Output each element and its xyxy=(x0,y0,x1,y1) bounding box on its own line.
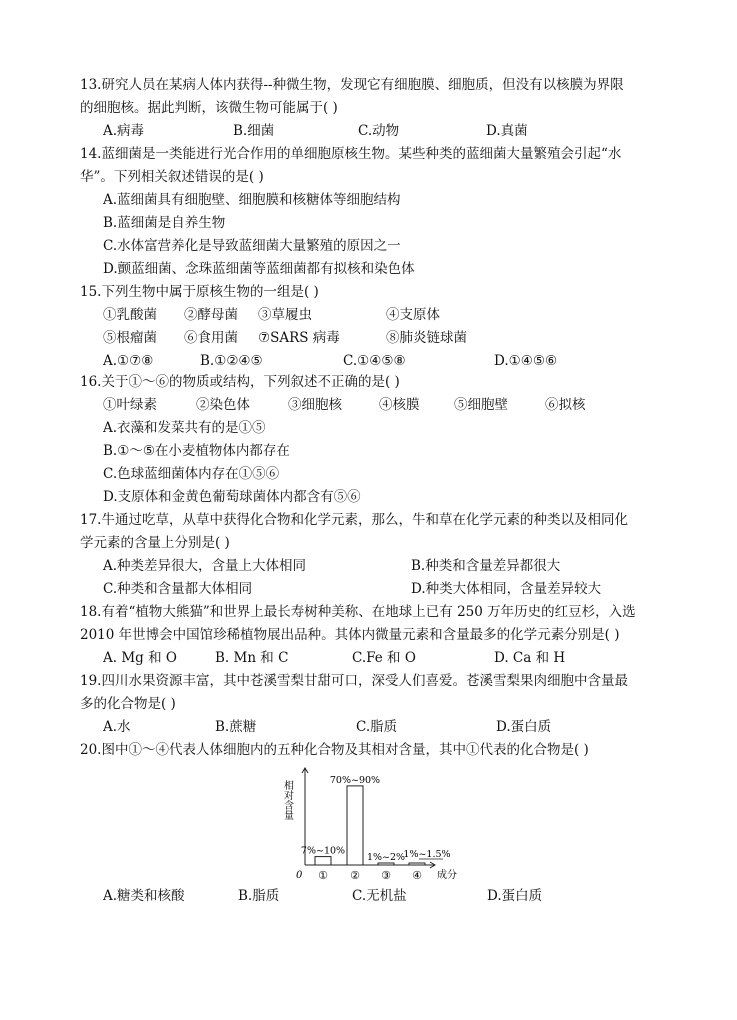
q15-item-5: ⑤根瘤菌 xyxy=(103,330,157,346)
q16-option-c: C.色球蓝细菌体内存在①⑤⑥ xyxy=(103,466,280,482)
q20-option-d: D.蛋白质 xyxy=(487,888,543,904)
q16-option-d: D.支原体和金黄色葡萄球菌体内都含有⑤⑥ xyxy=(103,489,361,505)
q15-item-2: ②酵母菌 xyxy=(184,307,238,323)
q18-stem-line2: 2010 年世博会中国馆珍稀植物展出品种。其体内微量元素和含量最多的化学元素分别是( ) xyxy=(80,627,620,643)
q14-option-d: D.颤蓝细菌、念珠蓝细菌等蓝细菌都有拟核和染色体 xyxy=(103,261,415,277)
q16-item-6: ⑥拟核 xyxy=(545,397,586,413)
q18-option-d: D. Ca 和 H xyxy=(494,650,566,666)
q16-item-2: ②染色体 xyxy=(196,397,250,413)
q19-option-d: D.蛋白质 xyxy=(496,719,552,735)
bar-4 xyxy=(409,863,425,865)
q20-option-c: C.无机盐 xyxy=(352,888,407,904)
chart-labels xyxy=(282,775,458,882)
q16-stem: 16.关于①～⑥的物质或结构，下列叙述不正确的是( ) xyxy=(80,374,400,390)
data-label-2: 70%~90% xyxy=(329,774,381,786)
y-axis-label: 相对含量 xyxy=(281,780,293,820)
category-label-4: ④ xyxy=(412,869,422,882)
data-label-4: 1%~1.5% xyxy=(403,849,451,860)
q17-stem-line1: 17.牛通过吃草，从草中获得化合物和化学元素，那么，牛和草在化学元素的种类以及相同化 xyxy=(80,512,628,528)
q19-option-a: A.水 xyxy=(103,719,131,735)
q13-option-c: C.动物 xyxy=(358,123,400,139)
category-label-1: ① xyxy=(318,869,328,882)
q14-option-c: C.水体富营养化是导致蓝细菌大量繁殖的原因之一 xyxy=(103,238,401,254)
data-label-3: 1%~2% xyxy=(366,852,406,863)
category-label-3: ③ xyxy=(381,869,391,882)
q15-item-7: ⑦SARS 病毒 xyxy=(258,330,340,346)
bar-3 xyxy=(378,863,394,865)
category-label-2: ② xyxy=(350,869,360,882)
q15-option-b: B.①②④⑤ xyxy=(200,353,263,369)
q19-option-c: C.脂质 xyxy=(356,719,398,735)
q14-option-b: B.蓝细菌是自养生物 xyxy=(103,215,226,231)
q15-item-1: ①乳酸菌 xyxy=(103,307,157,323)
bar-1 xyxy=(315,857,331,865)
q13-option-a: A.病毒 xyxy=(103,123,145,139)
data-label-1: 7%~10% xyxy=(300,845,346,857)
q16-option-a: A.衣藻和发菜共有的是①⑤ xyxy=(103,420,266,436)
q17-stem-line2: 学元素的含量上分别是( ) xyxy=(80,535,230,551)
q19-option-b: B.蔗糖 xyxy=(215,719,257,735)
q14-option-a: A.蓝细菌具有细胞壁、细胞膜和核糖体等细胞结构 xyxy=(103,192,401,208)
q20-option-b: B.脂质 xyxy=(238,888,280,904)
q13-stem-line2: 的细胞核。据此判断，该微生物可能属于( ) xyxy=(80,100,338,116)
q15-item-4: ④支原体 xyxy=(386,307,440,323)
origin-label: 0 xyxy=(296,870,303,881)
q18-option-c: C.Fe 和 O xyxy=(352,650,416,666)
q15-item-3: ③草履虫 xyxy=(258,307,312,323)
q13-stem-line1: 13.研究人员在某病人体内获得--种微生物，发现它有细胞膜、细胞质，但没有以核膜为界限 xyxy=(80,77,624,93)
q15-stem: 15.下列生物中属于原核生物的一组是( ) xyxy=(80,284,319,300)
q15-option-c: C.①④⑤⑧ xyxy=(343,353,406,369)
q20-option-a: A.糖类和核酸 xyxy=(103,888,185,904)
q16-option-b: B.①～⑤在小麦植物体内都存在 xyxy=(103,443,290,459)
q17-option-c: C.种类和含量都大体相同 xyxy=(103,581,253,597)
q19-stem-line2: 多的化合物是( ) xyxy=(80,696,176,712)
q13-option-d: D.真菌 xyxy=(486,123,528,139)
q16-item-3: ③细胞核 xyxy=(288,397,342,413)
q16-item-4: ④核膜 xyxy=(379,397,420,413)
q18-option-a: A. Mg 和 O xyxy=(103,650,177,666)
x-axis-label: 成分 xyxy=(437,870,457,881)
q15-item-6: ⑥食用菌 xyxy=(184,330,238,346)
q16-item-5: ⑤细胞壁 xyxy=(454,397,508,413)
relative-content-bar-chart xyxy=(275,760,475,885)
bar-2 xyxy=(347,786,363,865)
q14-stem-line2: 华”。下列相关叙述错误的是( ) xyxy=(80,169,264,185)
q18-stem-line1: 18.有着“植物大熊猫”和世界上最长寿树种美称、在地球上已有 250 万年历史的红豆杉，入选 xyxy=(80,604,636,620)
q15-item-8: ⑧肺炎链球菌 xyxy=(386,330,467,346)
q13-option-b: B.细菌 xyxy=(233,123,275,139)
q14-stem-line1: 14.蓝细菌是一类能进行光合作用的单细胞原核生物。某些种类的蓝细菌大量繁殖会引起“水 xyxy=(80,146,622,162)
q17-option-d: D.种类大体相同，含量差异较大 xyxy=(411,581,602,597)
q17-option-a: A.种类差异很大，含量上大体相同 xyxy=(103,558,307,574)
q19-stem-line1: 19.四川水果资源丰富，其中苍溪雪梨甘甜可口，深受人们喜爱。苍溪雪梨果肉细胞中含量最 xyxy=(80,673,628,689)
q20-stem: 20.图中①～④代表人体细胞内的五种化合物及其相对含量，其中①代表的化合物是( ) xyxy=(80,742,589,758)
q17-option-b: B.种类和含量差异都很大 xyxy=(411,558,561,574)
q16-item-1: ①叶绿素 xyxy=(103,397,157,413)
q15-option-a: A.①⑦⑧ xyxy=(103,353,154,369)
q15-option-d: D.①④⑤⑥ xyxy=(494,353,558,369)
q18-option-b: B. Mn 和 C xyxy=(215,650,289,666)
